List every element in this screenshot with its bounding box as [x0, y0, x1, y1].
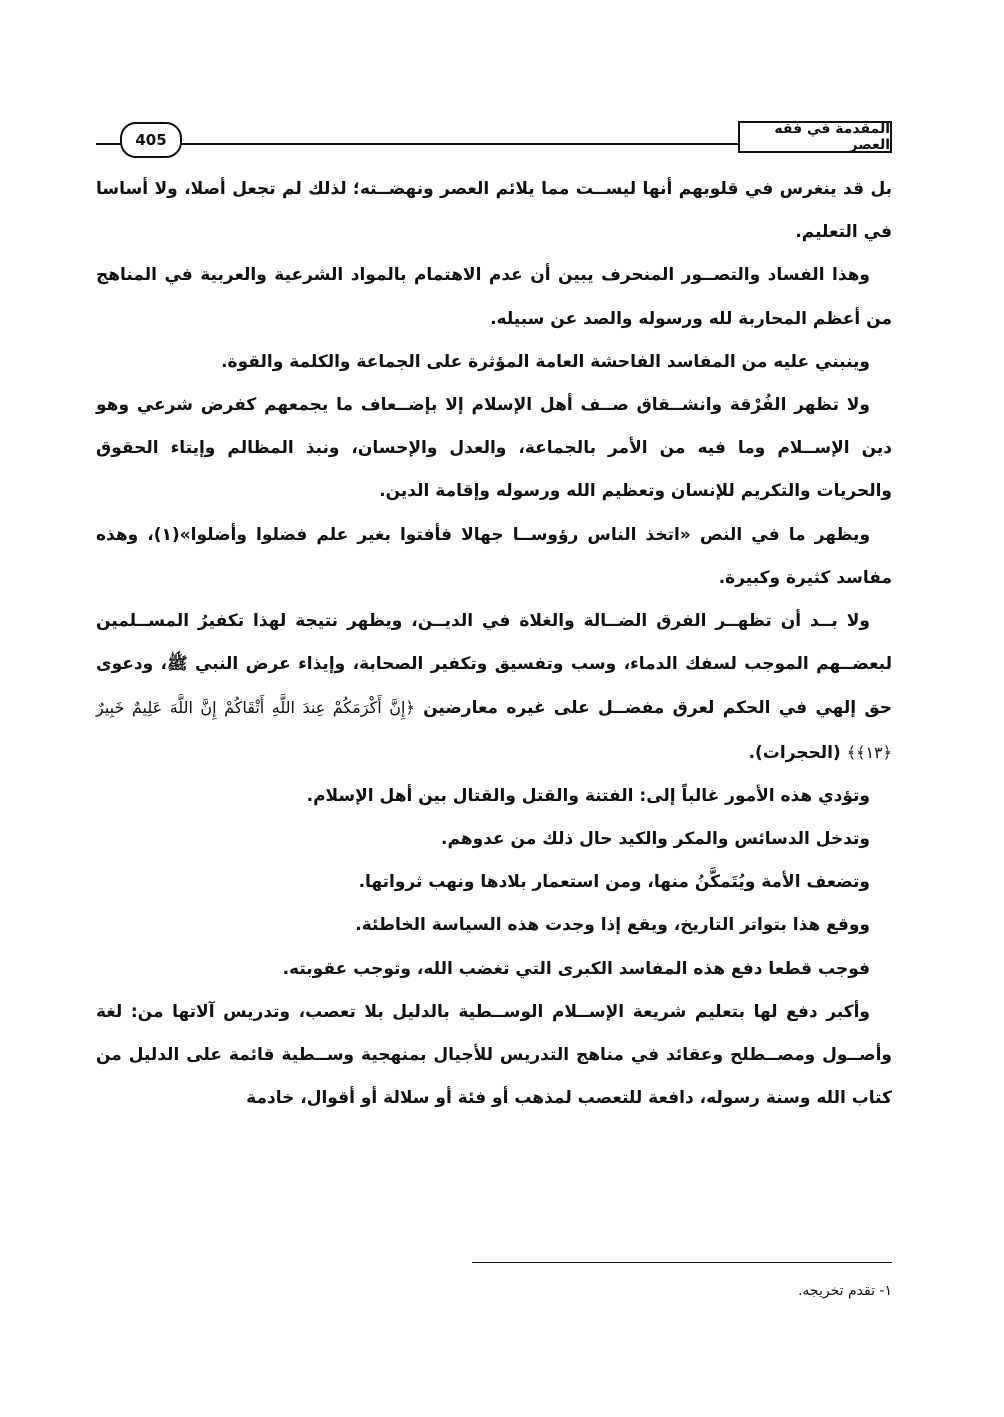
paragraph-9: وتضعف الأمة ويُتَمكَّنُ منها، ومن استعمار بلادها ونهب ثرواتها.	[358, 872, 870, 893]
paragraph-8: وتدخل الدسائس والمكر والكيد حال ذلك من عدوهم.	[441, 829, 870, 850]
paragraph-6	[96, 600, 892, 775]
verse-reference: (الحجرات).	[748, 742, 841, 763]
paragraph-6-text: ولا بــد أن تظهــر الفرق الضــالة والغلاة في الديــن، ويظهر نتيجة لهذا تكفيرُ المســلمين لبعضــهم الموجب لسفك الدماء، وسب وتفسيق وتكفير الصحابة، وإيذاء عرض النبي ﷺ، ودعوى حق إلهي في الحكم لعرق مفضــل على غيره معارضين	[96, 611, 893, 719]
paragraph-1: بل قد ينغرس في قلوبهم أنها ليســت مما يلائم العصر ونهضــته؛ لذلك لم تجعل أصلا، ولا أساسا في التعليم.	[96, 179, 892, 243]
book-title-text: المقدمة في فقه العصر	[774, 121, 890, 153]
paragraph-4: ولا تظهر الفُرْقة وانشــقاق صــف أهل الإسلام إلا بإضــعاف ما يجمعهم كفرض شرعي وهو دين الإســلام وما فيه من الأمر بالجماعة، والعدل والإحسان، ونبذ المظالم وإيتاء الحقوق والحريات والتكريم للإنسان وتعظيم الله ورسوله وإقامة الدين.	[96, 395, 892, 502]
paragraph-5: ويظهر ما في النص «اتخذ الناس رؤوســا جهالا فأفتوا بغير علم فضلوا وأضلوا»(١)، وهذه مفاسد كثيرة وكبيرة.	[96, 524, 892, 588]
paragraph-3: وينبني عليه من المفاسد الفاحشة العامة المؤثرة على الجماعة والكلمة والقوة.	[221, 351, 870, 372]
page-number-text: 405	[135, 131, 167, 149]
footnote-rule	[472, 1262, 892, 1263]
footnote: ١- تقدم تخريجه.	[797, 1283, 892, 1299]
main-text	[96, 168, 892, 1120]
page-number	[120, 122, 182, 158]
paragraph-11: فوجب قطعا دفع هذه المفاسد الكبرى التي تغضب الله، وتوجب عقوبته.	[282, 958, 870, 979]
quran-verse: ﴿إِنَّ أَكْرَمَكُمْ عِندَ اللَّهِ أَتْقَاكُمْ إِنَّ اللَّهَ عَلِيمٌ خَبِيرٌ ﴿١٣﴾﴾	[96, 698, 892, 762]
paragraph-12: وأكبر دفع لها بتعليم شريعة الإســلام الوســطية بالدليل بلا تعصب، وتدريس آلاتها من: لغة وأصــول ومصــطلح وعقائد في مناهج التدريس للأجيال بمنهجية وســطية قائمة على الدليل من كتاب الله وسنة رسوله، دافعة للتعصب لمذهب أو فئة أو سلالة أو أقوال، خادمة	[96, 1001, 892, 1109]
paragraph-7: وتؤدي هذه الأمور غالباً إلى: الفتنة والقتل والقتال بين أهل الإسلام.	[306, 785, 870, 806]
paragraph-2: وهذا الفساد والتصــور المنحرف يبين أن عدم الاهتمام بالمواد الشرعية والعربية في المناهج من أعظم المحاربة لله ورسوله والصد عن سبيله.	[96, 265, 892, 329]
paragraph-10: ووقع هذا بتواتر التاريخ، ويقع إذا وجدت هذه السياسة الخاطئة.	[355, 915, 870, 936]
book-title	[738, 121, 892, 153]
